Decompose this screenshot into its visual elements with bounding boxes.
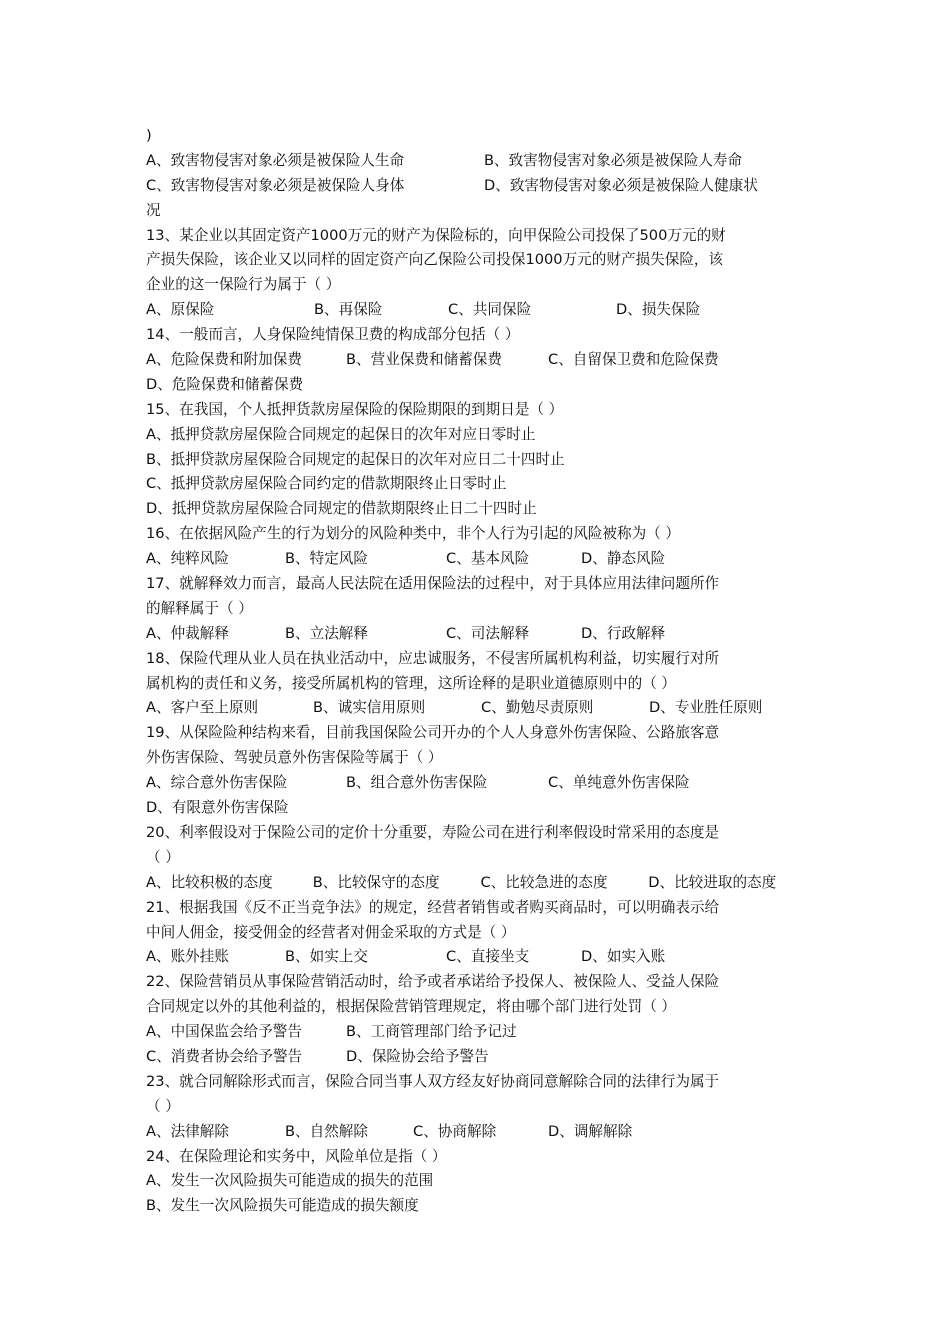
- answer-option: C、基本风险: [446, 550, 530, 568]
- text-line: （ ）: [146, 848, 180, 866]
- answer-option: C、司法解释: [446, 624, 530, 642]
- answer-option: B、如实上交: [285, 948, 368, 966]
- answer-options-row: [146, 696, 808, 721]
- answer-option: D、损失保险: [616, 301, 701, 319]
- text-line: 属机构的责任和义务，接受所属机构的管理，这所诠释的是职业道德原则中的（ ）: [146, 674, 677, 692]
- answer-option: A、危险保费和附加保费: [146, 351, 302, 369]
- answer-option: A、致害物侵害对象必须是被保险人生命: [146, 151, 405, 169]
- answer-option: D、如实入账: [581, 948, 666, 966]
- text-line: （ ）: [146, 1097, 180, 1115]
- text-line: 23、就合同解除形式而言，保险合同当事人双方经友好协商同意解除合同的法律行为属于: [146, 1072, 720, 1090]
- answer-option: A、原保险: [146, 301, 215, 319]
- text-line: 20、利率假设对于保险公司的定价十分重要，寿险公司在进行利率假设时常采用的态度是: [146, 823, 720, 841]
- answer-options-row: [146, 547, 808, 572]
- text-line: A、抵押贷款房屋保险合同规定的起保日的次年对应日零时止: [146, 425, 536, 443]
- text-line: 24、在保险理论和实务中，风险单位是指（ ）: [146, 1147, 447, 1165]
- answer-option: B、致害物侵害对象必须是被保险人寿命: [484, 151, 743, 169]
- answer-option: D、比较进取的态度: [648, 873, 777, 891]
- answer-options-row: [146, 945, 808, 970]
- answer-options-row: [146, 348, 808, 373]
- answer-options-row: [146, 871, 808, 896]
- answer-option: C、致害物侵害对象必须是被保险人身体: [146, 176, 405, 194]
- answer-options-row: [146, 622, 808, 647]
- answer-option: D、专业胜任原则: [649, 699, 763, 717]
- answer-option: B、诚实信用原则: [313, 699, 426, 717]
- text-line: 19、从保险险种结构来看，目前我国保险公司开办的个人人身意外伤害保险、公路旅客意: [146, 724, 720, 742]
- answer-option: C、协商解除: [413, 1122, 497, 1140]
- answer-option: B、自然解除: [285, 1122, 368, 1140]
- answer-option: B、比较保守的态度: [312, 873, 440, 891]
- answer-option: B、工商管理部门给予记过: [346, 1023, 517, 1041]
- answer-option: C、自留保卫费和危险保费: [548, 351, 719, 369]
- answer-option: A、仲裁解释: [146, 624, 229, 642]
- text-line: 16、在依据风险产生的行为划分的风险种类中，非个人行为引起的风险被称为（ ）: [146, 525, 680, 543]
- answer-option: B、立法解释: [285, 624, 368, 642]
- text-line: 22、保险营销员从事保险营销活动时，给予或者承诺给予投保人、被保险人、受益人保险: [146, 973, 720, 991]
- answer-option: D、调解解除: [548, 1122, 633, 1140]
- text-line: 外伤害保险、驾驶员意外伤害保险等属于（ ）: [146, 749, 443, 767]
- answer-option: C、直接坐支: [446, 948, 530, 966]
- answer-options-row: [146, 771, 808, 796]
- text-line: A、发生一次风险损失可能造成的损失的范围: [146, 1172, 434, 1190]
- text-line: B、发生一次风险损失可能造成的损失额度: [146, 1197, 419, 1215]
- text-line: 21、根据我国《反不正当竞争法》的规定，经营者销售或者购买商品时，可以明确表示给: [146, 898, 720, 916]
- answer-option: A、纯粹风险: [146, 550, 229, 568]
- text-line: 合同规定以外的其他利益的，根据保险营销管理规定，将由哪个部门进行处罚（ ）: [146, 998, 677, 1016]
- text-line: 的解释属于（ ）: [146, 599, 253, 617]
- answer-option: A、账外挂账: [146, 948, 229, 966]
- text-line: 17、就解释效力而言，最高人民法院在适用保险法的过程中，对于具体应用法律问题所作: [146, 575, 720, 593]
- answer-option: D、致害物侵害对象必须是被保险人健康状: [484, 176, 758, 194]
- document-page: [146, 124, 808, 1219]
- answer-option: D、保险协会给予警告: [346, 1047, 489, 1065]
- text-line: B、抵押贷款房屋保险合同规定的起保日的次年对应日二十四时止: [146, 450, 565, 468]
- answer-option: A、中国保监会给予警告: [146, 1023, 302, 1041]
- text-line: 18、保险代理从业人员在执业活动中，应忠诚服务，不侵害所属机构利益，切实履行对所: [146, 649, 720, 667]
- text-line: 14、一般而言，人身保险纯情保卫费的构成部分包括（ ）: [146, 326, 520, 344]
- answer-options-row: [146, 1120, 808, 1145]
- text-line: C、抵押贷款房屋保险合同约定的借款期限终止日零时止: [146, 475, 507, 493]
- answer-option: B、组合意外伤害保险: [346, 774, 488, 792]
- answer-option: C、比较急进的态度: [480, 873, 608, 891]
- answer-option: A、客户至上原则: [146, 699, 259, 717]
- answer-options-row: [146, 1020, 808, 1045]
- answer-options-row: [146, 174, 808, 199]
- answer-option: B、再保险: [314, 301, 383, 319]
- text-line: 产损失保险，该企业又以同样的固定资产向乙保险公司投保1000万元的财产损失保险，该: [146, 251, 724, 269]
- answer-options-row: [146, 149, 808, 174]
- answer-option: C、单纯意外伤害保险: [548, 774, 690, 792]
- text-line: D、抵押贷款房屋保险合同规定的借款期限终止日二十四时止: [146, 500, 537, 518]
- answer-option: A、综合意外伤害保险: [146, 774, 288, 792]
- answer-option: A、比较积极的态度: [146, 873, 273, 891]
- answer-option: A、法律解除: [146, 1122, 229, 1140]
- text-line: D、有限意外伤害保险: [146, 799, 289, 817]
- answer-option: C、共同保险: [448, 301, 532, 319]
- answer-options-row: [146, 1045, 808, 1070]
- text-line: 中间人佣金，接受佣金的经营者对佣金采取的方式是（ ）: [146, 923, 516, 941]
- answer-option: B、营业保费和储蓄保费: [346, 351, 502, 369]
- text-line: 13、某企业以其固定资产1000万元的财产为保险标的，向甲保险公司投保了500万元的财: [146, 226, 726, 244]
- text-line: 企业的这一保险行为属于（ ）: [146, 276, 341, 294]
- text-line: D、危险保费和储蓄保费: [146, 375, 304, 393]
- answer-option: B、特定风险: [285, 550, 368, 568]
- answer-option: C、消费者协会给予警告: [146, 1047, 303, 1065]
- answer-option: D、静态风险: [581, 550, 666, 568]
- text-line: 15、在我国，个人抵押货款房屋保险的保险期限的到期日是（ ）: [146, 400, 564, 418]
- answer-options-row: [146, 298, 808, 323]
- answer-option: D、行政解释: [581, 624, 666, 642]
- text-line: ): [146, 127, 152, 144]
- answer-option: C、勤勉尽责原则: [481, 699, 594, 717]
- text-line: 况: [146, 201, 161, 219]
